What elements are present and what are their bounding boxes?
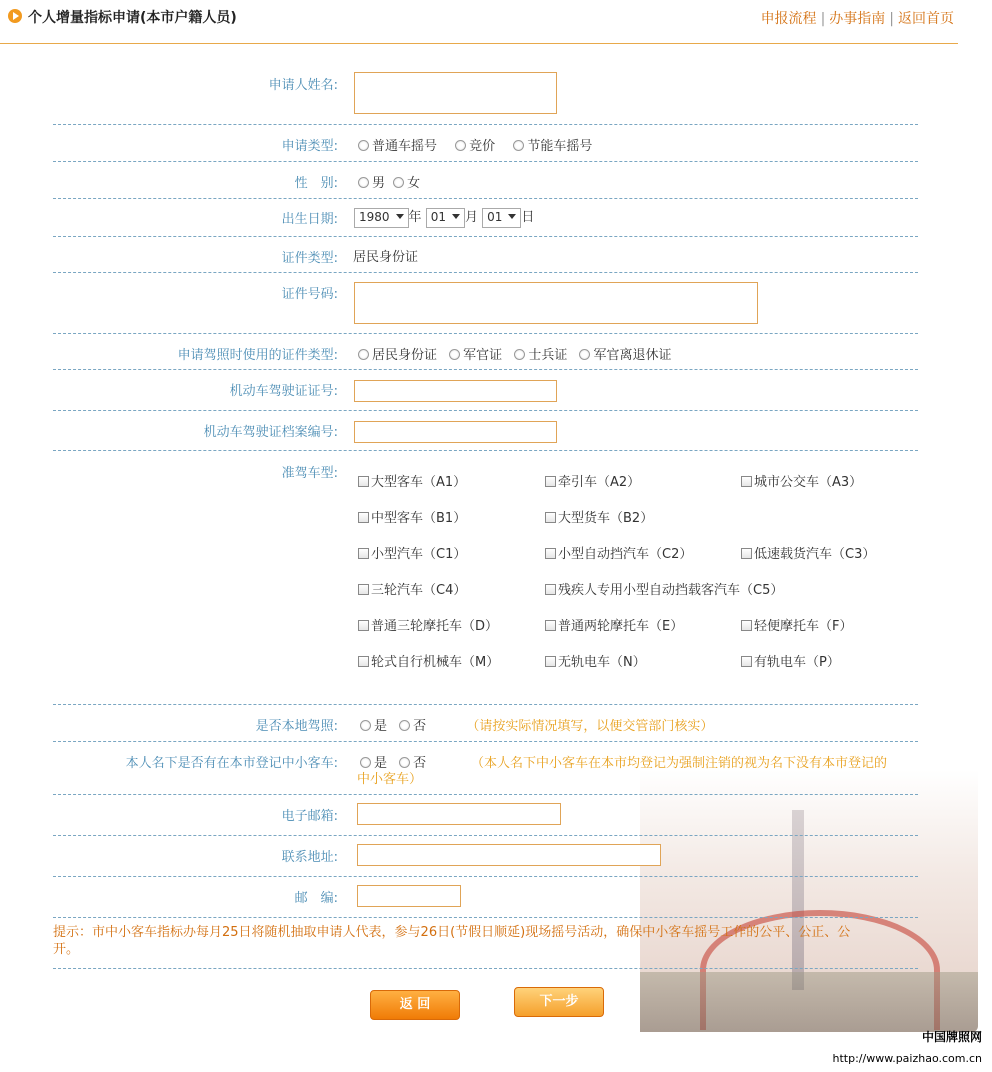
checkbox[interactable] xyxy=(741,476,752,487)
checkbox-option-c1[interactable]: 小型汽车（C1） xyxy=(358,543,466,562)
own-car-hint: （本人名下中小客车在本市均登记为强制注销的视为名下没有本市登记的 xyxy=(471,756,888,771)
postcode-label: 邮 编: xyxy=(294,891,338,906)
radio-option-officer-id[interactable]: 军官证 xyxy=(449,348,502,363)
license-id-type-label: 申请驾照时使用的证件类型: xyxy=(177,348,338,363)
checkbox-option-e[interactable]: 普通两轮摩托车（E） xyxy=(545,615,683,634)
checkbox-option-c5[interactable]: 残疾人专用小型自动挡载客汽车（C5） xyxy=(545,579,783,598)
email-input[interactable] xyxy=(357,803,561,825)
back-button[interactable]: 返 回 xyxy=(370,990,460,1020)
row-birth-date xyxy=(53,199,918,237)
checkbox[interactable] xyxy=(358,656,369,667)
nav-link-guide[interactable]: 办事指南 xyxy=(829,11,886,27)
row-license-file-number xyxy=(53,411,918,451)
checkbox-option-f[interactable]: 轻便摩托车（F） xyxy=(741,615,852,634)
vehicle-class-label: 准驾车型: xyxy=(281,466,338,481)
row-application-type xyxy=(53,125,918,162)
checkbox-option-d[interactable]: 普通三轮摩托车（D） xyxy=(358,615,498,634)
checkbox[interactable] xyxy=(358,512,369,523)
trees-shape xyxy=(640,972,978,1032)
email-label: 电子邮箱: xyxy=(281,809,338,824)
nav-link-process[interactable]: 申报流程 xyxy=(760,11,817,27)
radio-option-lottery[interactable]: 普通车摇号 xyxy=(358,139,437,154)
row-id-number xyxy=(53,273,918,334)
arrow-icon xyxy=(8,9,22,23)
checkbox[interactable] xyxy=(545,620,556,631)
license-file-number-input[interactable] xyxy=(354,421,557,443)
checkbox[interactable] xyxy=(741,620,752,631)
application-type-label: 申请类型: xyxy=(281,139,338,154)
radio-button[interactable] xyxy=(579,349,590,360)
radio-option-male[interactable]: 男 xyxy=(358,176,385,191)
checkbox-option-a1[interactable]: 大型客车（A1） xyxy=(358,471,466,490)
row-applicant-name xyxy=(53,68,918,125)
radio-option-female[interactable]: 女 xyxy=(393,176,420,191)
radio-option-yes[interactable]: 是 xyxy=(360,719,387,734)
checkbox[interactable] xyxy=(545,512,556,523)
checkbox[interactable] xyxy=(741,548,752,559)
radio-option-eco-lottery[interactable]: 节能车摇号 xyxy=(513,139,592,154)
radio-button[interactable] xyxy=(358,140,369,151)
radio-button[interactable] xyxy=(449,349,460,360)
id-number-label: 证件号码: xyxy=(281,287,338,302)
checkbox-option-a3[interactable]: 城市公交车（A3） xyxy=(741,471,862,490)
checkbox-option-p[interactable]: 有轨电车（P） xyxy=(741,651,840,670)
chevron-down-icon xyxy=(452,214,460,219)
row-address xyxy=(53,836,918,877)
radio-button[interactable] xyxy=(455,140,466,151)
radio-option-yes[interactable]: 是 xyxy=(360,756,387,771)
license-number-input[interactable] xyxy=(354,380,557,402)
checkbox-option-b2[interactable]: 大型货车（B2） xyxy=(545,507,653,526)
checkbox-option-n[interactable]: 无轨电车（N） xyxy=(545,651,646,670)
address-label: 联系地址: xyxy=(281,850,338,865)
radio-option-no[interactable]: 否 xyxy=(399,719,426,734)
row-license-number xyxy=(53,370,918,411)
license-file-number-label: 机动车驾驶证档案编号: xyxy=(203,425,338,440)
gender-label: 性 别: xyxy=(294,176,338,191)
row-postcode xyxy=(53,877,918,918)
own-car-hint-continued: 中小客车） xyxy=(357,772,423,787)
radio-button[interactable] xyxy=(513,140,524,151)
radio-button[interactable] xyxy=(360,720,371,731)
checkbox-option-a2[interactable]: 牵引车（A2） xyxy=(545,471,640,490)
row-email xyxy=(53,795,918,836)
checkbox[interactable] xyxy=(358,620,369,631)
chevron-down-icon xyxy=(508,214,516,219)
gender-options xyxy=(358,172,420,191)
radio-button[interactable] xyxy=(358,177,369,188)
row-gender xyxy=(53,162,918,199)
postcode-input[interactable] xyxy=(357,885,461,907)
radio-button[interactable] xyxy=(393,177,404,188)
radio-option-no[interactable]: 否 xyxy=(399,756,426,771)
radio-button[interactable] xyxy=(360,757,371,768)
local-license-hint: （请按实际情况填写，以便交管部门核实） xyxy=(466,719,714,734)
checkbox-option-m[interactable]: 轮式自行机械车（M） xyxy=(358,651,499,670)
checkbox[interactable] xyxy=(545,656,556,667)
local-license-label: 是否本地驾照: xyxy=(255,719,338,734)
radio-option-retired-officer-id[interactable]: 军官离退休证 xyxy=(579,348,671,363)
watermark xyxy=(833,1026,982,1070)
birth-day-select[interactable]: 01 xyxy=(482,208,521,228)
checkbox[interactable] xyxy=(358,476,369,487)
radio-button[interactable] xyxy=(399,757,410,768)
next-step-button[interactable]: 下一步 xyxy=(514,987,604,1017)
radio-button[interactable] xyxy=(358,349,369,360)
nav-link-home[interactable]: 返回首页 xyxy=(898,11,954,27)
checkbox-option-c4[interactable]: 三轮汽车（C4） xyxy=(358,579,466,598)
checkbox-option-c3[interactable]: 低速载货汽车（C3） xyxy=(741,543,875,562)
id-number-input[interactable] xyxy=(354,282,758,324)
checkbox[interactable] xyxy=(545,548,556,559)
application-type-options xyxy=(358,135,606,154)
page-header xyxy=(0,0,958,44)
birth-date-selects: 1980 年 01 月 01 日 xyxy=(354,206,534,228)
local-license-options xyxy=(360,715,713,734)
checkbox[interactable] xyxy=(545,476,556,487)
radio-button[interactable] xyxy=(514,349,525,360)
applicant-name-input[interactable] xyxy=(354,72,557,114)
checkbox-option-c2[interactable]: 小型自动挡汽车（C2） xyxy=(545,543,692,562)
license-id-type-options xyxy=(358,344,671,363)
checkbox-option-b1[interactable]: 中型客车（B1） xyxy=(358,507,466,526)
radio-option-bid[interactable]: 竞价 xyxy=(455,139,495,154)
checkbox[interactable] xyxy=(741,656,752,667)
page-title: 个人增量指标申请(本市户籍人员) xyxy=(28,10,237,26)
row-own-car xyxy=(53,742,918,795)
notice-text: 提示：市中小客车指标办每月25日将随机抽取申请人代表，参与26日(节假日顺延)现场摇号活动，确保中小客车摇号工作的公平、公正、公 开。 xyxy=(53,924,918,969)
header-nav: 申报流程 | 办事指南 | 返回首页 xyxy=(760,11,954,27)
license-number-label: 机动车驾驶证证号: xyxy=(229,384,338,399)
applicant-name-label: 申请人姓名: xyxy=(268,78,338,93)
row-local-license xyxy=(53,705,918,742)
address-input[interactable] xyxy=(357,844,661,866)
id-type-value: 居民身份证 xyxy=(353,250,419,265)
radio-option-soldier-id[interactable]: 士兵证 xyxy=(514,348,567,363)
birth-month-select[interactable]: 01 xyxy=(426,208,465,228)
watermark-url: http://www.paizhao.com.cn xyxy=(832,1052,982,1065)
checkbox[interactable] xyxy=(545,584,556,595)
row-id-type xyxy=(53,237,918,273)
watermark-brand: 中国牌照网 xyxy=(921,1030,982,1044)
row-vehicle-classes xyxy=(53,451,918,705)
birth-year-select[interactable]: 1980 xyxy=(354,208,409,228)
chevron-down-icon xyxy=(396,214,404,219)
checkbox[interactable] xyxy=(358,548,369,559)
radio-option-resident-id[interactable]: 居民身份证 xyxy=(358,348,437,363)
row-license-id-type xyxy=(53,334,918,370)
own-car-label: 本人名下是否有在本市登记中小客车: xyxy=(125,756,338,771)
radio-button[interactable] xyxy=(399,720,410,731)
checkbox[interactable] xyxy=(358,584,369,595)
birth-date-label: 出生日期: xyxy=(281,212,338,227)
id-type-label: 证件类型: xyxy=(281,251,338,266)
